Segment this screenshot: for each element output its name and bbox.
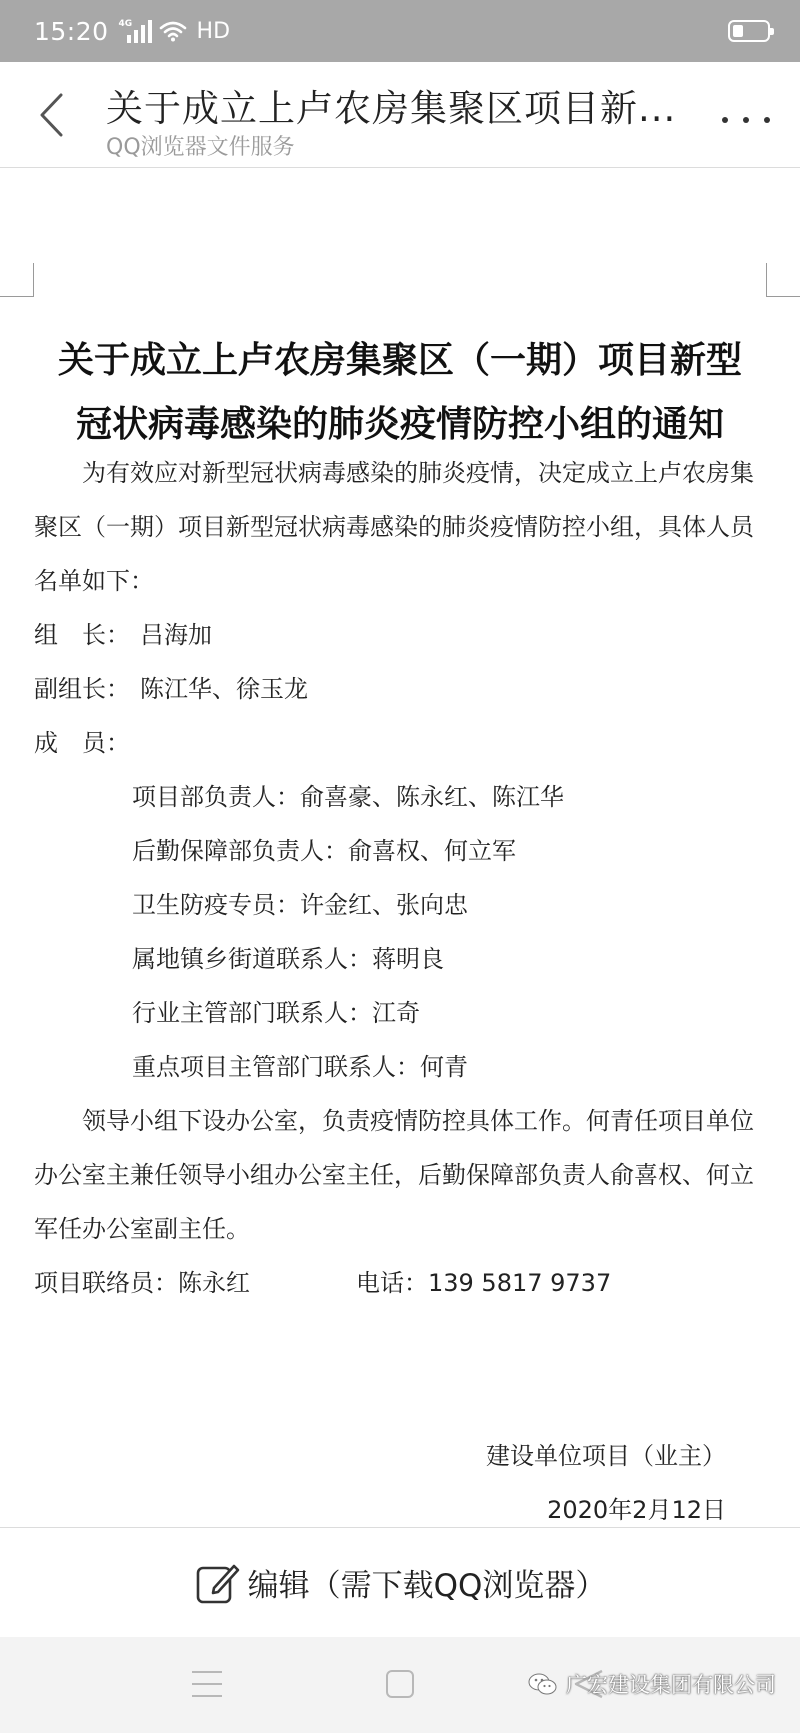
- member-item: 属地镇乡街道联系人：蒋明良: [132, 945, 444, 973]
- deputy-row: [34, 662, 770, 716]
- page-title: 关于成立上卢农房集聚区项目新...: [106, 87, 677, 130]
- status-left: [34, 17, 230, 46]
- member-item: 重点项目主管部门联系人：何青: [132, 1053, 468, 1081]
- contact-row: [34, 1256, 770, 1310]
- edit-button[interactable]: [0, 1527, 800, 1637]
- back-button[interactable]: [22, 80, 82, 150]
- leader-label: 组 长：: [34, 621, 130, 649]
- member-item: 项目部负责人：俞喜豪、陈永红、陈江华: [132, 783, 564, 811]
- more-button[interactable]: [716, 102, 776, 138]
- document-title-line-1: 关于成立上卢农房集聚区（一期）项目新型: [57, 340, 742, 381]
- signature-org: 建设单位项目（业主）: [486, 1442, 726, 1470]
- menu-icon[interactable]: [192, 1671, 222, 1697]
- page-subtitle: QQ浏览器文件服务: [106, 135, 295, 160]
- network-type: 4G: [118, 19, 133, 29]
- watermark: [528, 1667, 776, 1701]
- app-header: [0, 62, 800, 168]
- document-title-line-2: 冠状病毒感染的肺炎疫情防控小组的通知: [75, 404, 724, 445]
- deputy-label: 副组长：: [34, 675, 130, 703]
- document-title: [24, 329, 776, 457]
- edit-label: 编辑（需下载QQ浏览器）: [247, 1568, 607, 1604]
- member-item: 行业主管部门联系人：江奇: [132, 999, 420, 1027]
- office-paragraph: 领导小组下设办公室，负责疫情防控具体工作。何青任项目单位办公室主兼任领导小组办公室主任，后勤保障部负责人俞喜权、何立军任办公室副主任。: [34, 1107, 754, 1243]
- intro-paragraph: 为有效应对新型冠状病毒感染的肺炎疫情，决定成立上卢农房集聚区（一期）项目新型冠状病毒感染的肺炎疫情防控小组，具体人员名单如下：: [34, 459, 754, 595]
- leader-value: 吕海加: [140, 621, 212, 649]
- home-icon[interactable]: [386, 1670, 414, 1698]
- crop-mark-left: [0, 263, 34, 297]
- leader-row: [34, 608, 770, 662]
- crop-mark-right: [766, 263, 800, 297]
- battery-icon: [728, 20, 770, 42]
- watermark-text: 广宏建设集团有限公司: [566, 1673, 776, 1697]
- signature-block: [486, 1429, 726, 1537]
- system-nav-bar: [0, 1637, 800, 1733]
- wechat-icon: [528, 1672, 558, 1696]
- member-item: 后勤保障部负责人：俞喜权、何立军: [132, 837, 516, 865]
- member-item: 卫生防疫专员：许金红、张向忠: [132, 891, 468, 919]
- back-arrow-icon: [37, 92, 67, 138]
- deputy-value: 陈江华、徐玉龙: [140, 675, 308, 703]
- document-viewer[interactable]: [0, 169, 800, 1527]
- signal-icon: [119, 19, 149, 43]
- status-bar: [0, 0, 800, 62]
- document-body: [34, 446, 770, 1310]
- liaison-text: 项目联络员：陈永红: [34, 1269, 250, 1297]
- status-time: 15:20: [34, 16, 109, 46]
- members-label: 成 员：: [34, 729, 130, 757]
- more-dots-icon: [722, 117, 770, 123]
- wifi-icon: [159, 20, 187, 42]
- edit-icon: [194, 1560, 240, 1606]
- phone-text: 电话：139 5817 9737: [356, 1269, 612, 1297]
- signature-date: 2020年2月12日: [547, 1496, 726, 1524]
- hd-indicator: HD: [196, 18, 231, 44]
